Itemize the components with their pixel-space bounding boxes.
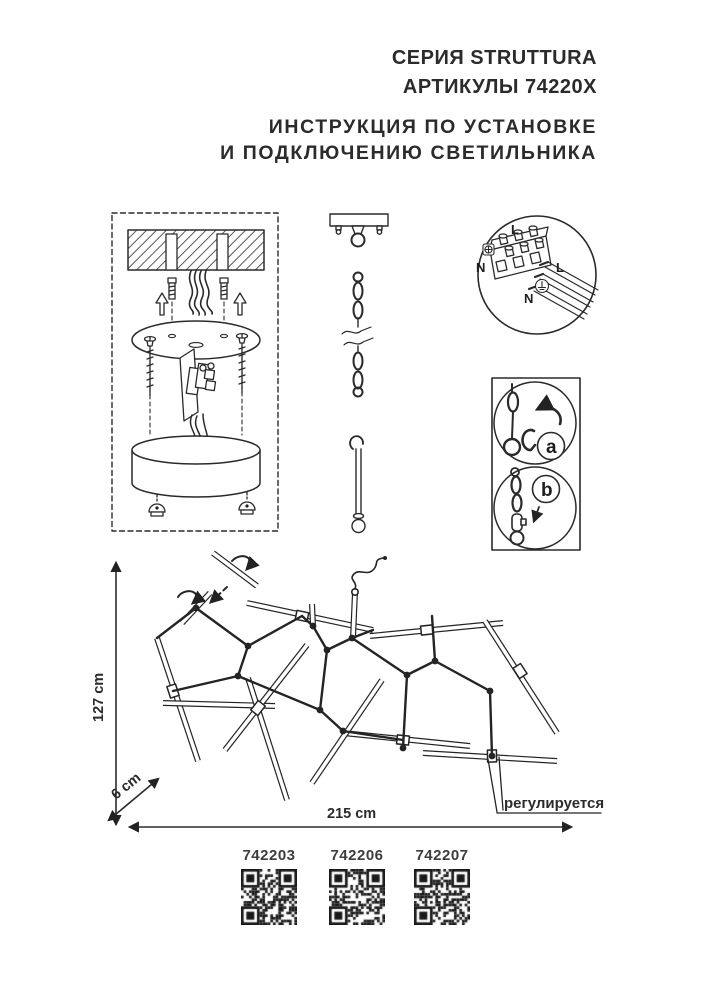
earth-wire-icon — [536, 280, 549, 293]
rotate-arrow-icon — [178, 556, 250, 603]
insert-arrow-right-icon — [234, 293, 246, 315]
label-line-wire: L — [556, 260, 564, 275]
opened-link — [523, 430, 535, 450]
suspension-parts — [330, 214, 388, 533]
unscrew-arrow-icon — [538, 407, 561, 424]
ceiling-hatch — [128, 230, 264, 270]
terminal-block-3d — [490, 226, 551, 279]
step-a-detail — [494, 382, 576, 464]
canopy-body — [132, 436, 260, 497]
width-dimension-label: 215 cm — [327, 806, 377, 822]
qr-code-742206 — [329, 869, 385, 925]
step-b-detail — [494, 467, 576, 549]
qr-code-742203 — [241, 869, 297, 925]
article-label-742206: 742206 — [330, 847, 384, 864]
qr-code-742207 — [414, 869, 470, 925]
instruction-title-line2: И ПОДКЛЮЧЕНИЮ СВЕТИЛЬНИКА — [220, 142, 597, 164]
mains-wires — [189, 271, 212, 315]
chandelier-structure — [157, 553, 604, 813]
cap-nut-left — [149, 494, 165, 516]
label-neutral-block: N — [476, 260, 486, 275]
drill-hole-left — [166, 234, 177, 270]
canopy-dimension-label: 6 cm — [108, 769, 145, 804]
article-label-742203: 742203 — [242, 847, 296, 864]
attach-arrow-icon — [534, 507, 539, 521]
power-cord — [352, 556, 387, 595]
drill-hole-right — [217, 234, 228, 270]
step-a-label: a — [546, 437, 557, 458]
chain-adjustment-steps — [492, 378, 580, 550]
cap-nut-right — [239, 492, 255, 514]
ceiling-bracket — [330, 214, 388, 247]
suspension-chain — [342, 273, 373, 397]
dimension-annotations — [91, 563, 571, 827]
terminal-block-assembly — [180, 349, 216, 450]
article-label-742207: 742207 — [415, 847, 469, 864]
quick-link — [512, 514, 526, 531]
step-b-label: b — [541, 480, 553, 501]
wall-plug-left — [168, 278, 176, 299]
adjustable-label: регулируется — [504, 795, 605, 812]
wall-plug-right — [220, 278, 228, 299]
series-title: СЕРИЯ STRUTTURA — [391, 47, 597, 69]
insert-dashed-arrow-icon — [211, 587, 227, 602]
label-neutral-wire: N — [524, 291, 534, 306]
height-dimension-label: 127 cm — [91, 672, 107, 722]
articles-title: АРТИКУЛЫ 74220X — [402, 76, 597, 98]
insert-arrow-left-icon — [156, 293, 168, 315]
wiring-detail — [476, 216, 598, 334]
instruction-title-line1: ИНСТРУКЦИЯ ПО УСТАНОВКЕ — [268, 116, 597, 138]
label-line-block: L — [511, 222, 519, 237]
canopy-installation-diagram — [112, 213, 278, 531]
earth-ground-icon — [483, 244, 494, 255]
suspension-rod — [350, 436, 365, 532]
length-break-mark — [342, 327, 371, 334]
